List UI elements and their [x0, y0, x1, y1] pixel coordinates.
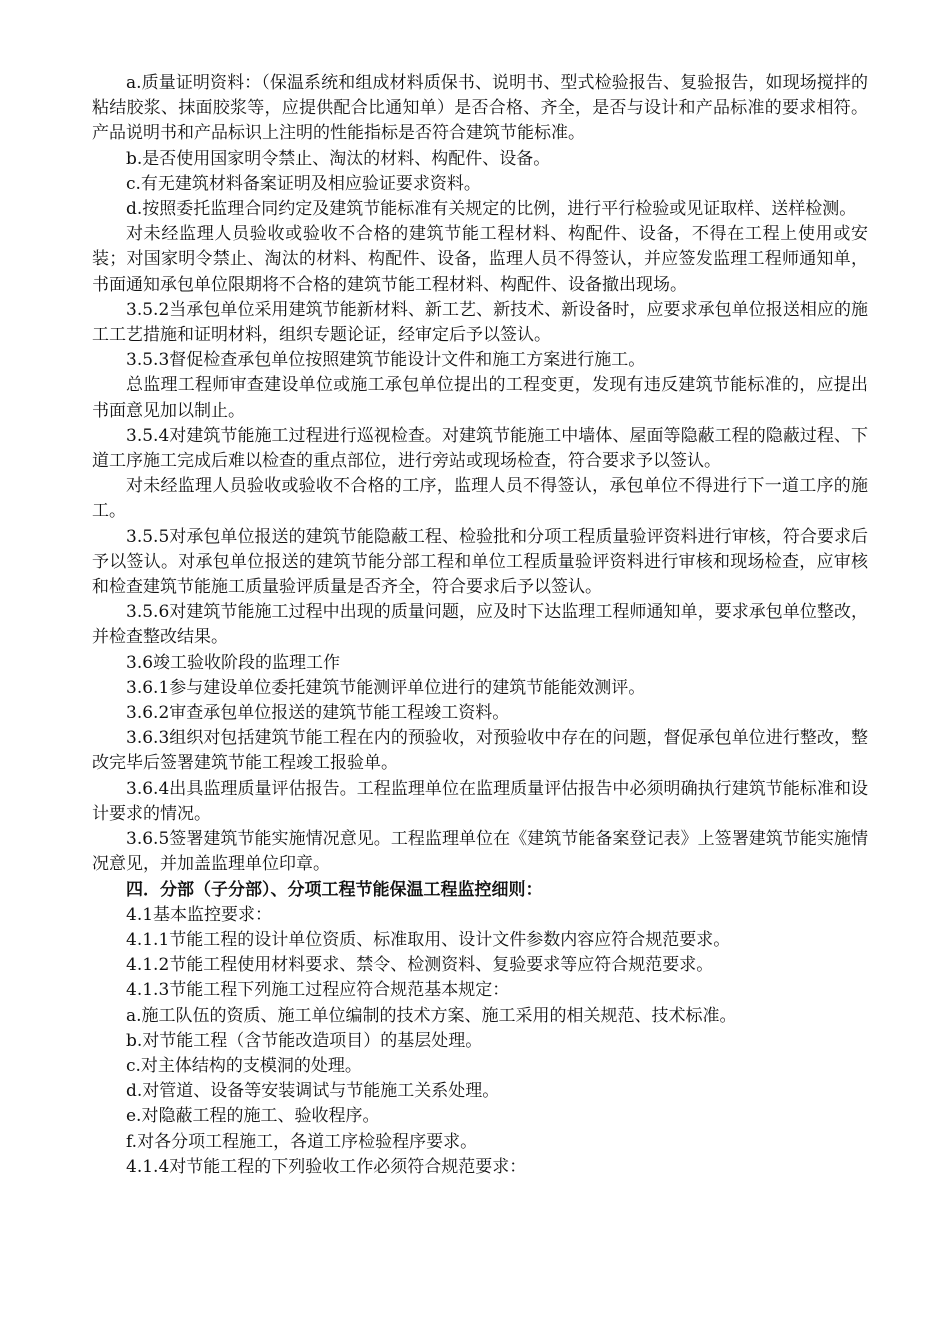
paragraph-a-quality-certificates: a.质量证明资料：（保温系统和组成材料质保书、说明书、型式检验报告、复验报告，如现场搅拌的粘结胶浆、抹面胶浆等，应提供配合比通知单）是否合格、齐全，是否与设计和产品标准的要求相符。产品说明书和产品标识上注明的性能指标是否符合建筑节能标准。 — [92, 73, 868, 144]
paragraph-3-5-2: 3.5.2当承包单位采用建筑节能新材料、新工艺、新技术、新设备时，应要求承包单位报送相应的施工工艺措施和证明材料，组织专题论证，经审定后予以签认。 — [92, 299, 868, 346]
paragraph-3-6-2: 3.6.2审查承包单位报送的建筑节能工程竣工资料。 — [126, 703, 510, 724]
paragraph-b-banned-materials: b.是否使用国家明令禁止、淘汰的材料、构配件、设备。 — [126, 148, 551, 169]
item-4-1-1: 4.1.1节能工程的设计单位资质、标准取用、设计文件参数内容应符合规范要求。 — [126, 929, 731, 950]
paragraph-3-6-5: 3.6.5签署建筑节能实施情况意见。工程监理单位在《建筑节能备案登记表》上签署建筑节能实施情况意见，并加盖监理单位印章。 — [92, 829, 868, 875]
paragraph-c-filing-certificate: c.有无建筑材料备案证明及相应验证要求资料。 — [126, 173, 481, 194]
paragraph-3-5-6: 3.5.6对建筑节能施工过程中出现的质量问题，应及时下达监理工程师通知单，要求承包单位整改，并检查整改结果。 — [92, 602, 868, 648]
paragraph-3-6: 3.6竣工验收阶段的监理工作 — [126, 652, 341, 673]
item-4-1-3-a: a.施工队伍的资质、施工单位编制的技术方案、施工采用的相关规范、技术标准。 — [126, 1005, 737, 1026]
item-4-1-3-e: e.对隐蔽工程的施工、验收程序。 — [126, 1106, 380, 1127]
document-body — [92, 71, 868, 1180]
item-4-1-3-f: f.对各分项工程施工，各道工序检验程序要求。 — [126, 1131, 478, 1152]
paragraph-unqualified-process: 对未经监理人员验收或验收不合格的工序，监理人员不得签认，承包单位不得进行下一道工序的施工。 — [92, 476, 868, 522]
paragraph-change-review: 总监理工程师审查建设单位或施工承包单位提出的工程变更，发现有违反建筑节能标准的，应提出书面意见加以制止。 — [92, 375, 868, 421]
item-4-1: 4.1基本监控要求： — [126, 904, 273, 925]
paragraph-3-5-4: 3.5.4对建筑节能施工过程进行巡视检查。对建筑节能施工中墙体、屋面等隐蔽工程的隐蔽过程、下道工序施工完成后难以检查的重点部位，进行旁站或现场检查，符合要求予以签认。 — [92, 425, 868, 472]
paragraph-3-6-3: 3.6.3组织对包括建筑节能工程在内的预验收，对预验收中存在的问题，督促承包单位进行整改，整改完毕后签署建筑节能工程竣工报验单。 — [92, 728, 868, 774]
item-4-1-3-b: b.对节能工程（含节能改造项目）的基层处理。 — [126, 1030, 483, 1051]
section-heading-4: 四．分部（子分部）、分项工程节能保温工程监控细则： — [126, 879, 543, 900]
item-4-1-4: 4.1.4对节能工程的下列验收工作必须符合规范要求： — [126, 1156, 527, 1177]
item-4-1-3-d: d.对管道、设备等安装调试与节能施工关系处理。 — [126, 1081, 500, 1102]
paragraph-3-5-5: 3.5.5对承包单位报送的建筑节能隐蔽工程、检验批和分项工程质量验评资料进行审核，符合要求后予以签认。对承包单位报送的建筑节能分部工程和单位工程质量验评资料进行审核和现场检查，应审核和检查建筑节能施工质量验评质量是否齐全，符合要求后予以签认。 — [92, 526, 868, 598]
item-4-1-3-c: c.对主体结构的支模洞的处理。 — [126, 1055, 362, 1076]
paragraph-d-sampling-inspection: d.按照委托监理合同约定及建筑节能标准有关规定的比例，进行平行检验或见证取样、送样检测。 — [126, 199, 857, 220]
paragraph-3-6-4: 3.6.4出具监理质量评估报告。工程监理单位在监理质量评估报告中必须明确执行建筑节能标准和设计要求的情况。 — [92, 778, 868, 824]
item-4-1-2: 4.1.2节能工程使用材料要求、禁令、检测资料、复验要求等应符合规范要求。 — [126, 955, 714, 976]
paragraph-3-5-3: 3.5.3督促检查承包单位按照建筑节能设计文件和施工方案进行施工。 — [126, 350, 646, 371]
item-4-1-3: 4.1.3节能工程下列施工过程应符合规范基本规定： — [126, 980, 510, 1001]
paragraph-3-6-1: 3.6.1参与建设单位委托建筑节能测评单位进行的建筑节能能效测评。 — [126, 677, 646, 698]
paragraph-unqualified-materials: 对未经监理人员验收或验收不合格的建筑节能工程材料、构配件、设备，不得在工程上使用或安装；对国家明令禁止、淘汰的材料、构配件、设备，监理人员不得签认，并应签发监理工程师通知单，书面通知承包单位限期将不合格的建筑节能工程材料、构配件、设备撤出现场。 — [92, 224, 868, 295]
